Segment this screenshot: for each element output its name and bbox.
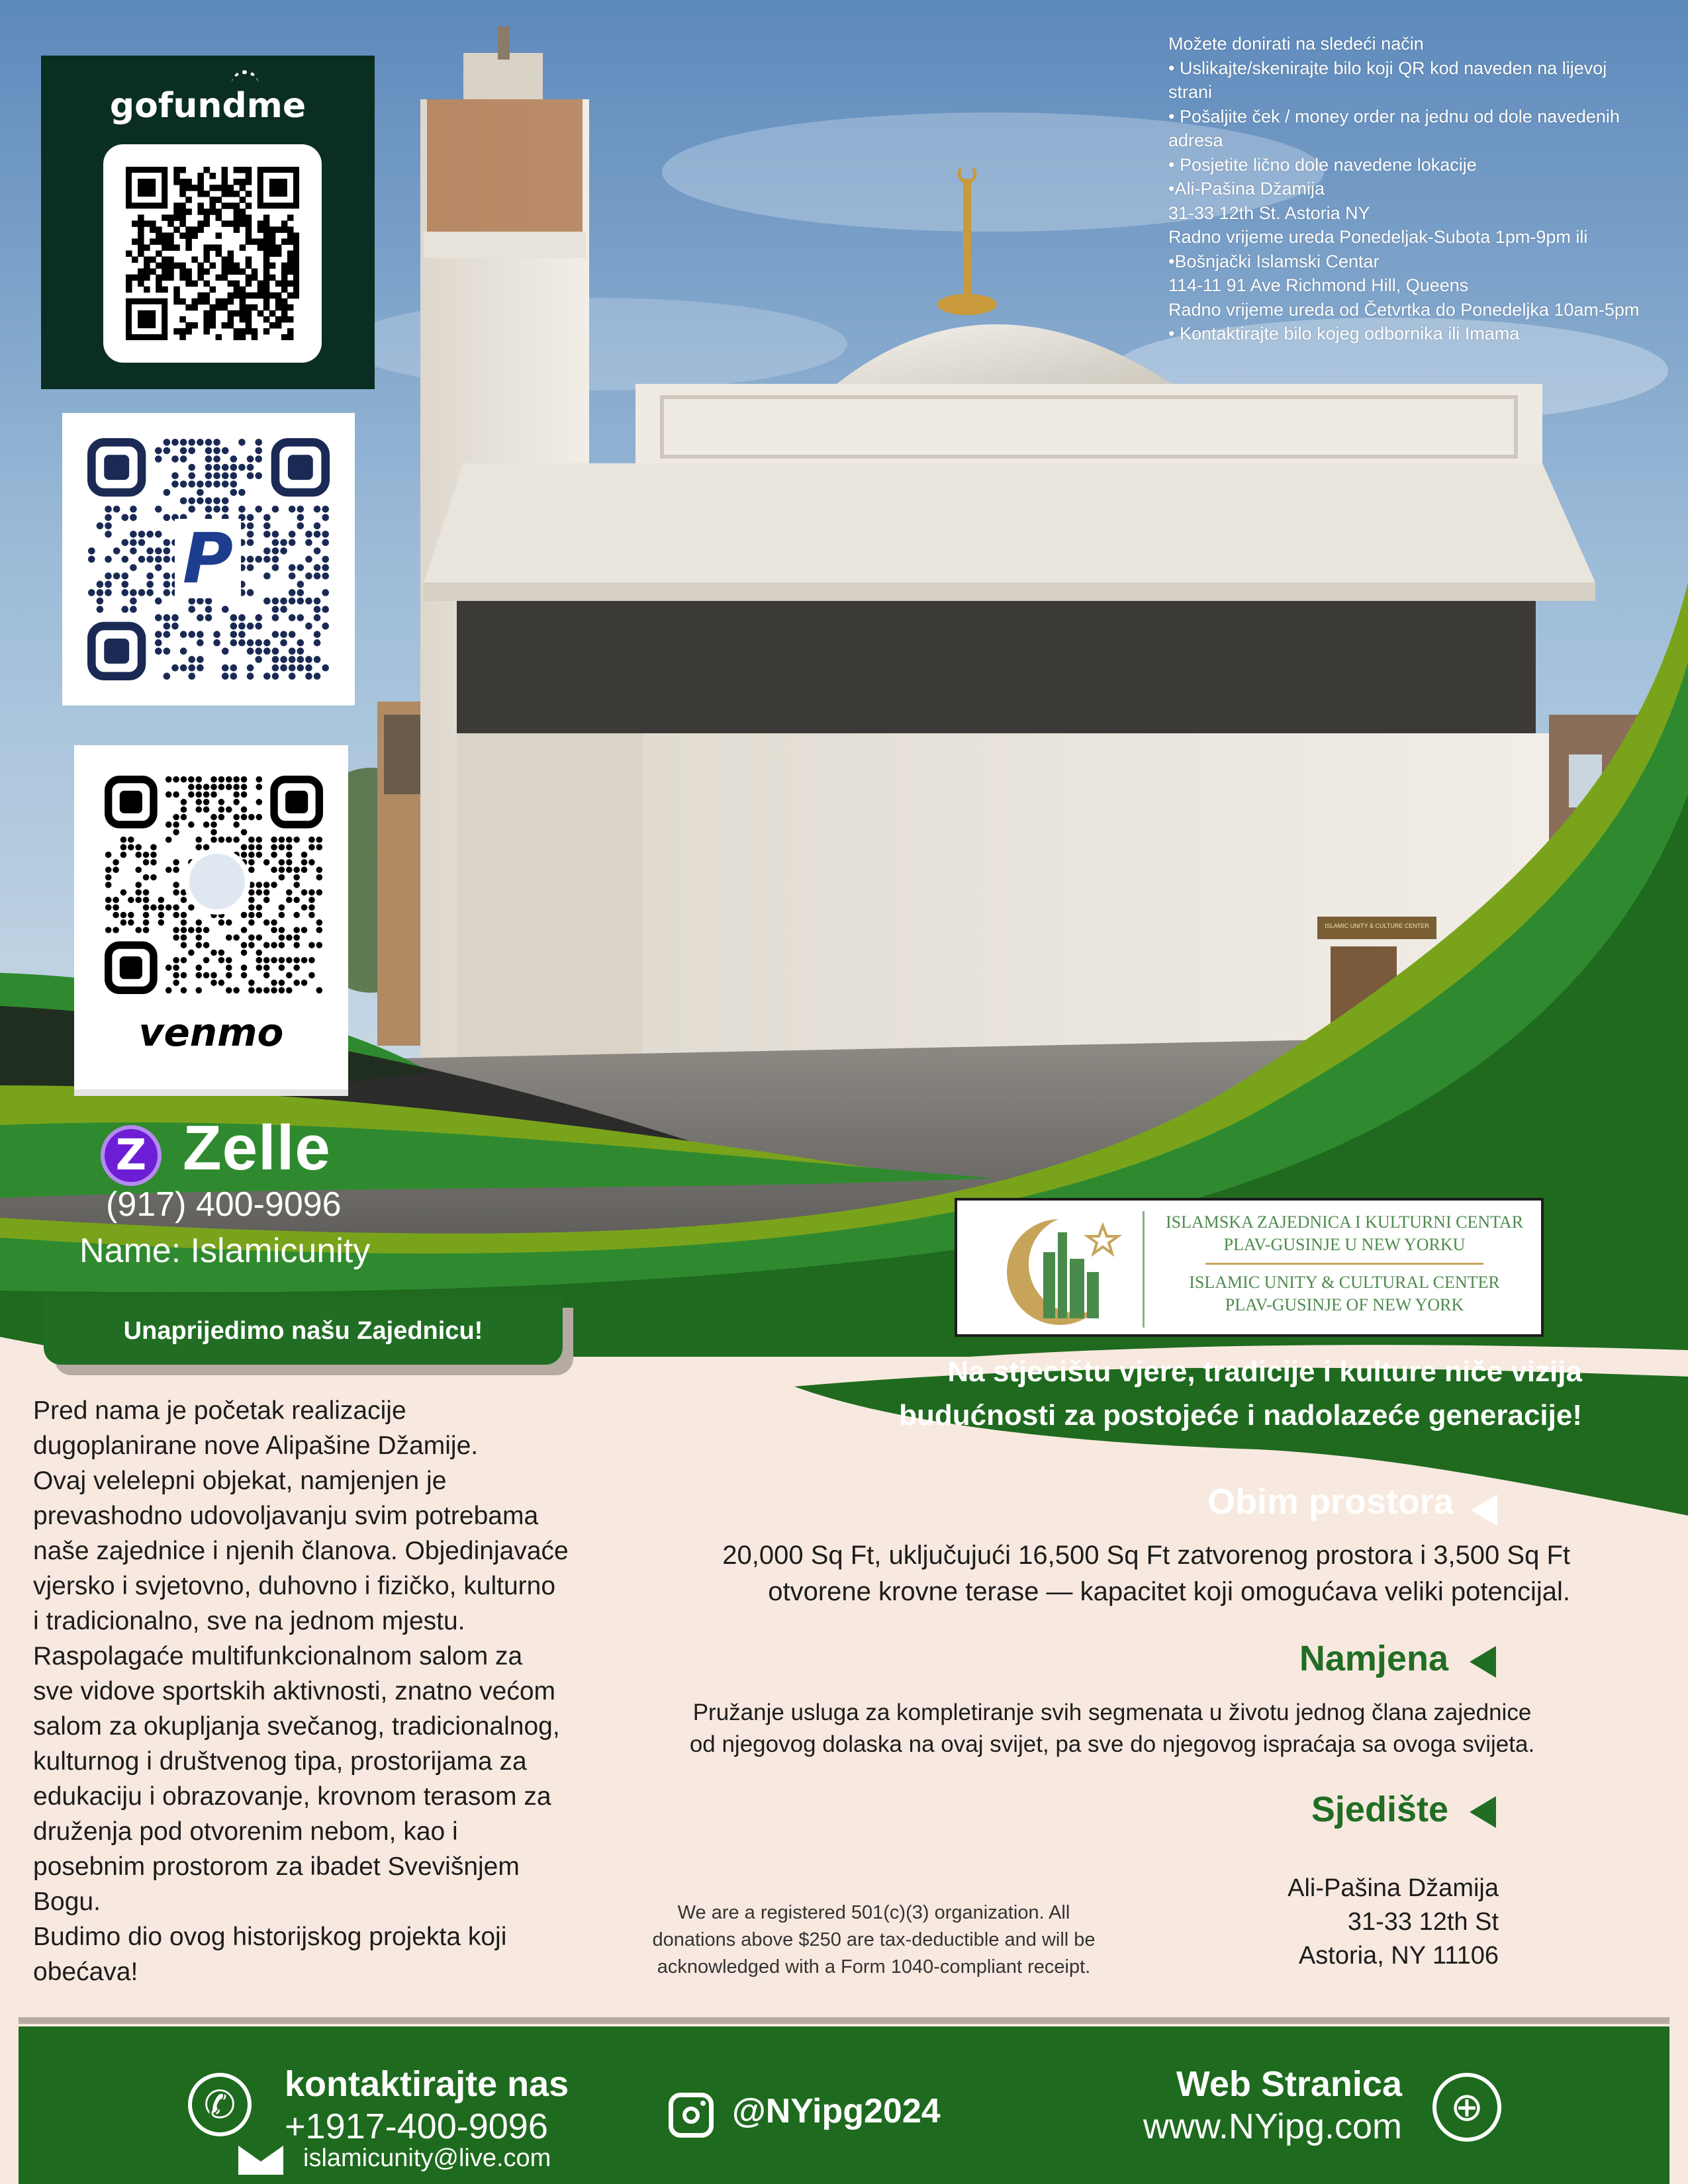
address-line-3: Astoria, NY 11106 <box>1298 1942 1499 1970</box>
donation-info-line: •Bošnjački Islamski Centar <box>1168 251 1380 271</box>
scope-line-2: otvorene krovne terase — kapacitet koji omogućava veliki potencijal. <box>768 1577 1570 1606</box>
description-line: druženja pod otvorenim nebom, kao i <box>33 1817 458 1846</box>
donation-info-line: Možete donirati na sledeći način <box>1168 34 1424 54</box>
donation-info-line: Radno vrijeme ureda od Četvrtka do Ponedeljka 10am-5pm <box>1168 299 1640 320</box>
instagram-handle[interactable]: @NYipg2024 <box>732 2092 941 2130</box>
section-text-purpose <box>635 1697 1589 1760</box>
phone-icon: ✆ <box>188 2073 252 2136</box>
tagline-line-2: budućnosti za postojeće i nadolazeće generacije! <box>899 1399 1582 1432</box>
section-title-purpose: Namjena <box>1299 1639 1448 1678</box>
project-description <box>33 1393 602 1989</box>
description-line: prevashodno udovoljavanju svim potrebama <box>33 1502 539 1530</box>
description-line: Bogu. <box>33 1888 101 1916</box>
address-line-1: Ali-Pašina Džamija <box>1288 1874 1499 1902</box>
zelle-phone: (917) 400-9096 <box>106 1185 342 1224</box>
description-line: salom za okupljanja svečanog, tradicionalnog, <box>33 1712 560 1741</box>
description-line: edukaciju i obrazovanje, krovnom terasom za <box>33 1782 551 1811</box>
purpose-line-1: Pružanje usluga za kompletiranje svih segmenata u životu jednog člana zajednice <box>692 1700 1532 1725</box>
zelle-recipient-name: Name: Islamicunity <box>79 1232 371 1270</box>
scope-line-1: 20,000 Sq Ft, uključujući 16,500 Sq Ft zatvorenog prostora i 3,500 Sq Ft <box>722 1541 1570 1570</box>
description-line: Ovaj velelepni objekat, namjenjen je <box>33 1467 447 1495</box>
crescent-skyline-icon <box>997 1206 1123 1332</box>
donation-info-line: Radno vrijeme ureda Ponedeljak-Subota 1pm-9pm ili <box>1168 227 1588 247</box>
arrow-icon <box>1470 1646 1496 1678</box>
globe-icon: ⊕ <box>1432 2073 1501 2142</box>
logo-line-4: PLAV-GUSINJE OF NEW YORK <box>1225 1295 1464 1314</box>
website-title: Web Stranica <box>1176 2064 1402 2104</box>
building-sign: ISLAMIC UNITY & CULTURE CENTER <box>1325 923 1429 929</box>
logo-line-1: ISLAMSKA ZAJEDNICA I KULTURNI CENTAR <box>1165 1212 1524 1232</box>
purpose-line-2: od njegovog dolaska na ovaj svijet, pa sve do njegovog ispraćaja sa ovoga svijeta. <box>689 1731 1535 1757</box>
donation-info-line: •Ali-Pašina Džamija <box>1168 179 1325 199</box>
donation-info-line: • Posjetite lično dole navedene lokacije <box>1168 154 1477 175</box>
legal-line-2: donations above $250 are tax-deductible and will be <box>652 1929 1096 1950</box>
logo-line-2: PLAV-GUSINJE U NEW YORKU <box>1223 1235 1466 1254</box>
description-line: sve vidove sportskih aktivnosti, znatno većom <box>33 1677 556 1706</box>
tagline-line-1: Na stjecištu vjere, tradicije i kulture niče vizija <box>947 1355 1582 1388</box>
description-line: vjersko i svjetovno, duhovno i fizičko, kulturno <box>33 1572 556 1600</box>
headquarters-address <box>1288 1872 1499 1973</box>
logo-line-3: ISLAMIC UNITY & CULTURAL CENTER <box>1189 1273 1500 1292</box>
description-line: obećava! <box>33 1958 138 1986</box>
gofundme-qr-card[interactable] <box>41 56 375 389</box>
donation-info-line: 114-11 91 Ave Richmond Hill, Queens <box>1168 275 1469 295</box>
website-url[interactable]: www.NYipg.com <box>1143 2107 1402 2146</box>
tax-disclaimer <box>622 1899 1125 1981</box>
description-line: Pred nama je početak realizacije <box>33 1396 406 1425</box>
gofundme-qr-code <box>126 167 299 340</box>
section-title-scope: Obim prostora <box>1207 1482 1454 1522</box>
organization-logo <box>955 1198 1544 1337</box>
zelle-icon: Z <box>101 1125 162 1186</box>
description-line: dugoplanirane nove Alipašine Džamije. <box>33 1432 479 1460</box>
legal-line-3: acknowledged with a Form 1040-compliant receipt. <box>657 1956 1091 1978</box>
contact-title: kontaktirajte nas <box>285 2064 569 2104</box>
donation-info-line: • Pošaljite ček / money order na jednu od dole navedenih <box>1168 106 1620 126</box>
donation-info-line: strani <box>1168 82 1213 102</box>
gofundme-logo: gofundme <box>109 86 306 126</box>
sun-icon <box>232 70 258 87</box>
venmo-qr-card[interactable] <box>74 745 348 1089</box>
description-line: Budimo dio ovog historijskog projekta koji <box>33 1923 507 1951</box>
section-text-scope <box>635 1537 1589 1610</box>
instagram-icon <box>669 2093 714 2138</box>
section-title-seat: Sjedište <box>1311 1790 1448 1829</box>
description-line: kulturnog i društvenog tipa, prostorijama za <box>33 1747 527 1776</box>
venmo-logo: venmo <box>138 1010 284 1055</box>
donation-info-line: adresa <box>1168 130 1223 150</box>
donation-info-line: • Kontaktirajte bilo kojeg odbornika ili Imama <box>1168 324 1520 343</box>
description-line: posebnim prostorom za ibadet Svevišnjem <box>33 1852 520 1881</box>
arrow-icon <box>1470 1796 1496 1828</box>
donation-info-line: • Uslikajte/skenirajte bilo koji QR kod naveden na lijevoj <box>1168 58 1607 78</box>
legal-line-1: We are a registered 501(c)(3) organization. All <box>677 1902 1070 1923</box>
paypal-qr-card[interactable] <box>62 413 355 705</box>
address-line-2: 31-33 12th St <box>1347 1908 1499 1936</box>
zelle-label: Zelle <box>183 1113 331 1183</box>
mail-icon <box>238 2146 283 2175</box>
donation-instructions <box>1168 32 1688 346</box>
arrow-icon <box>1471 1494 1497 1526</box>
paypal-logo-icon: P <box>175 519 241 598</box>
contact-phone[interactable]: +1917-400-9096 <box>285 2107 548 2146</box>
description-line: naše zajednice i njenih članova. Objedinjavaće <box>33 1537 569 1565</box>
description-line: Raspolagaće multifunkcionalnom salom za <box>33 1642 523 1670</box>
contact-email[interactable]: islamicunity@live.com <box>303 2144 551 2172</box>
upper-screens <box>457 601 1536 733</box>
call-to-action-banner: Unaprijedimo našu Zajednicu! <box>44 1297 563 1365</box>
tagline <box>722 1350 1582 1437</box>
venmo-center-icon <box>184 848 250 915</box>
donation-info-line: 31-33 12th St. Astoria NY <box>1168 203 1370 223</box>
description-line: i tradicionalno, sve na jednom mjestu. <box>33 1607 465 1635</box>
